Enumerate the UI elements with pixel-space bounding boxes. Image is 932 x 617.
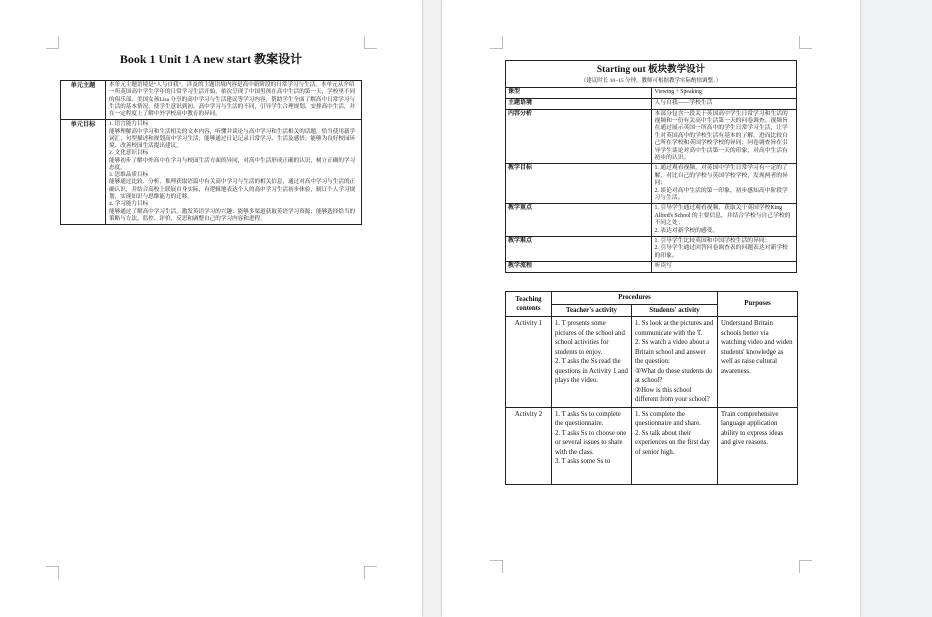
col-header-purposes: Purposes bbox=[718, 292, 798, 317]
table-row bbox=[506, 88, 797, 99]
clipped-cell bbox=[555, 410, 628, 482]
table-row bbox=[61, 81, 362, 120]
goal-item: 能够通过比较、分析、推理获取语篇中有关高中学习与生活的相关信息，通过对高中学习与生活的正确认识，并结合高校上联展自身实际，有逻辑地表达个人的高中学习生活初步体验，制订个人学习规划，实现知识与思维能力的迁移。 bbox=[109, 179, 356, 200]
list-item: 2. 引导学生通过回答问卷调查表的问题表达对新学校的印象。 bbox=[654, 245, 788, 259]
unit-info-table bbox=[60, 80, 362, 225]
plan-title: Starting out 板块教学设计 bbox=[596, 65, 706, 75]
table-row bbox=[506, 407, 798, 484]
purposes bbox=[718, 407, 798, 484]
document-page-1 bbox=[0, 0, 422, 617]
row-text: 听读写 bbox=[651, 262, 797, 273]
goal-item: 3. 思维品质目标 bbox=[109, 172, 149, 179]
list-item: ①What do these students do at school? bbox=[635, 367, 713, 385]
row-text bbox=[651, 164, 797, 204]
list-item: 2. Ss talk about their experiences on the first day of senior high. bbox=[635, 429, 710, 456]
table-header-row bbox=[506, 292, 798, 305]
list-item: 1. Ss look at the pictures and communicate with the T. bbox=[635, 320, 714, 337]
list-item: 1. Ss complete the questionnaire and share. bbox=[635, 410, 701, 428]
students-activity bbox=[632, 317, 718, 408]
page-title: Book 1 Unit 1 A new start 教案设计 bbox=[119, 52, 303, 66]
crop-mark bbox=[490, 36, 503, 49]
list-item: 1. 通过观看视频，对英国中学生日常学习有一定的了解，对比自己的学校与英国学校学校，发现两者的异同； bbox=[654, 165, 788, 187]
row-label: 内容分析 bbox=[506, 109, 652, 164]
row-label: 教学难点 bbox=[506, 237, 652, 262]
plan-note: （建议时长 10−15 分钟，教师可根据教学实际酌情调整。） bbox=[580, 78, 722, 85]
row-text bbox=[651, 204, 797, 237]
list-item: 1. T asks Ss to complete the questionnaire. bbox=[555, 410, 621, 428]
col-header-teacher: Teacher's activity bbox=[552, 304, 632, 317]
list-item: 2. T asks the Ss read the questions in Activity 1 and plays the video. bbox=[555, 358, 628, 385]
unit-theme-label: 单元主题 bbox=[61, 81, 106, 120]
goal-item: 4. 学习能力目标 bbox=[109, 201, 149, 208]
procedure-table bbox=[505, 291, 798, 485]
row-label: 教学目标 bbox=[506, 164, 652, 204]
table-row bbox=[506, 237, 797, 262]
plan-title-cell bbox=[506, 61, 797, 88]
unit-theme-text: 本单元主题语境是“人与自我”，涉及的主题语境内容是高中新阶段的日常学习与生活。本单元从介绍一所英国高中学生学年的日常学习生活开始，依次呈现了中国男孩在高中生活的第一天，学校里不同的俱乐部、美国女孩Lisa 分享的高中学习与生活建议等学习内容，帮助学生全面了解高中日常学习与生活的基本情况，使学生意识到初、高中学习与生活的不同，引导学生合理规划、安排高中生活，并在一定程度上了解中外学校高中教育的异同。 bbox=[106, 81, 362, 120]
clipped-cell bbox=[635, 410, 714, 482]
row-text: 本部分包含一段关于英国高中学生日常学习和生活的视频和一份有关高中生活第一天的问卷调查。视频旨在通过展示英国一所高中的学生日常学习生活，让学生对英国高中的学校生活有基本的了解，进而比较自己所在学校和英国学校学校的异同；问卷调查旨在引导学生谈论对高中生活第一天的印象，对高中生活有初步的认识。 bbox=[651, 109, 797, 164]
goal-item: 1. 语言能力目标 bbox=[109, 121, 149, 128]
table-row bbox=[506, 61, 797, 88]
crop-mark bbox=[799, 560, 812, 573]
crop-mark bbox=[46, 566, 59, 579]
row-text: Viewing + Speaking bbox=[651, 88, 797, 99]
students-activity bbox=[632, 407, 718, 484]
goal-item: 能够理解高中学习和生活相关的文本内容，听懂并谈论与高中学习和生活相关的话题，恰当使用新学词汇、句型描述和规划高中学习生活；能够通过日记记录日常学习、生活及感悟；能够为良好校园环境、改善校园生活提出建议。 bbox=[109, 128, 356, 150]
activity-name: Activity 2 bbox=[506, 407, 552, 484]
col-header-teaching: Teaching contents bbox=[506, 292, 552, 317]
table-row bbox=[506, 262, 797, 273]
col-header-procedures: Procedures bbox=[552, 292, 718, 305]
lesson-plan-table bbox=[505, 60, 797, 273]
row-label: 课型 bbox=[506, 88, 652, 99]
row-text: 人与自我——学校生活 bbox=[651, 98, 797, 109]
goal-item: 能够初步了解中外高中在学习与校园生活方面的异同，对高中生活形成正确的认识，树立正确的学习态度。 bbox=[109, 157, 356, 171]
unit-goal-label: 单元目标 bbox=[61, 120, 106, 225]
list-item: ②How is this school different from your school? bbox=[635, 386, 710, 404]
list-item: 2. Ss watch a video about a Britain school and answer the question: bbox=[635, 339, 710, 366]
list-item: 2. T asks Ss to choose one or several issues to share with the class. bbox=[555, 429, 627, 456]
goal-item: 2. 文化意识目标 bbox=[109, 150, 149, 157]
list-item: 2. 谈论对高中生活的第一印象，初步感知高中阶段学习与生活。 bbox=[654, 187, 788, 201]
table-row bbox=[506, 164, 797, 204]
crop-mark bbox=[490, 560, 503, 573]
purposes: Understand Britain schools better via watching video and widen students' knowledge as well as raise cultural awareness. bbox=[718, 317, 798, 408]
document-page-2 bbox=[442, 0, 860, 617]
row-text bbox=[651, 237, 797, 262]
list-item: 1. 引导学生通过观看视频，获取关于英国学校King Alfred's School 的主要信息，并结合学校与自己学校的不同之处； bbox=[654, 205, 791, 227]
list-item: 3. T asks some Ss to bbox=[555, 458, 611, 466]
activity-name: Activity 1 bbox=[506, 317, 552, 408]
col-header-students: Students' activity bbox=[632, 304, 718, 317]
table-row bbox=[61, 120, 362, 225]
crop-mark bbox=[799, 36, 812, 49]
table-row bbox=[506, 98, 797, 109]
list-item: 1. T presents some pictures of the school and school activities for students to enjoy. bbox=[555, 320, 625, 356]
row-label: 主题语境 bbox=[506, 98, 652, 109]
list-item: 1. 引导学生比较英国和中国学校生活的异同； bbox=[654, 238, 771, 245]
teacher-activity bbox=[552, 317, 632, 408]
teacher-activity bbox=[552, 407, 632, 484]
table-row bbox=[506, 204, 797, 237]
row-label: 教学重点 bbox=[506, 204, 652, 237]
crop-mark bbox=[46, 36, 59, 49]
goal-item: 能够通过了解高中学习生活，激发英语学习的兴趣；能够多渠道获取英语学习资源；能够选择恰当的策略与方法，监控、评价、反思和调整自己的学习内容和进程。 bbox=[109, 208, 356, 222]
crop-mark bbox=[364, 36, 377, 49]
purposes-text: Train comprehensive language application ability to express ideas and give reasons. bbox=[721, 410, 784, 447]
table-row bbox=[506, 109, 797, 164]
row-label: 教学流程 bbox=[506, 262, 652, 273]
clipped-cell bbox=[721, 410, 794, 482]
unit-goal-text bbox=[106, 120, 362, 225]
list-item: 2. 表达对新学校的感受。 bbox=[654, 227, 719, 234]
crop-mark bbox=[364, 566, 377, 579]
table-row bbox=[506, 317, 798, 408]
